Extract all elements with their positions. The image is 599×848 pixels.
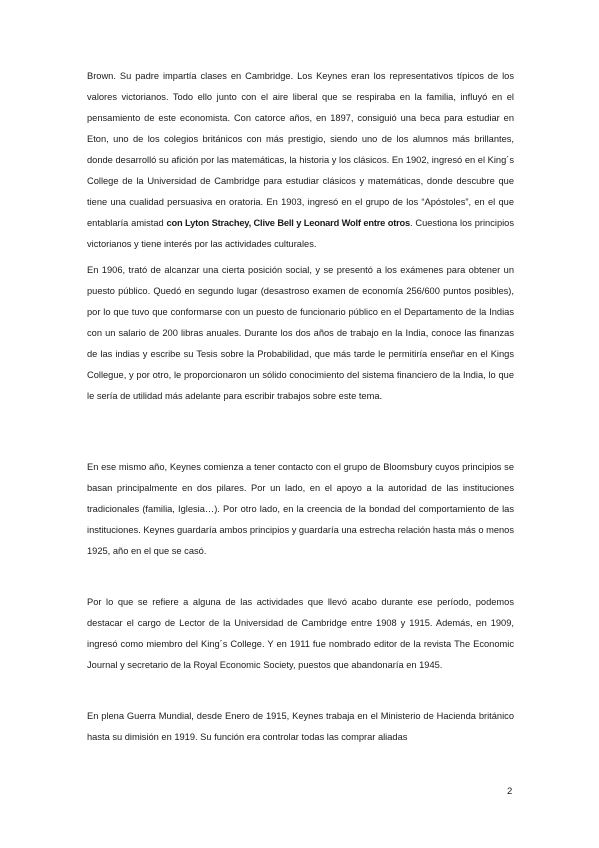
paragraph-cambridge-activities: Por lo que se refiere a alguna de las actividades que llevó acabo durante ese período, podemos destacar el cargo de Lector de la Universidad de Cambridge entre 1908 y 1915. Además, en 1909, ingresó como miembro del King´s College. Y en 1911 fue nombrado editor de la revista The Economic Journal y secretario de la Royal Economic Society, puestos que abandonaría en 1945.	[87, 597, 514, 670]
paragraph-family-education	[87, 66, 514, 255]
paragraph-text: Brown. Su padre impartía clases en Cambridge. Los Keynes eran los representativos típicos de los valores victorianos. Todo ello junto con el aire liberal que se respiraba en la familia, influyó en el pensamiento de este economista. Con catorce años, en 1897, consiguió una beca para estudiar en Eton, uno de los colegios británicos con más prestigio, siendo uno de los alumnos más brillantes, donde desarrolló su afición por las matemáticas, la historia y los clásicos. En 1902, ingresó en el King´s College de la Universidad de Cambridge para estudiar clásicos y matemáticas, donde descubre que tiene una cualidad persuasiva en oratoria. En 1903, ingresó en el grupo de los “Apóstoles”, en el que entablaría amistad	[87, 71, 514, 228]
paragraph-bloomsbury-group: En ese mismo año, Keynes comienza a tener contacto con el grupo de Bloomsbury cuyos principios se basan principalmente en dos pilares. Por un lado, en el apoyo a la autoridad de las instituciones tradicionales (familia, Iglesia…). Por otro lado, en la creencia de la bondad del comportamiento de las instituciones. Keynes guardaría ambos principios y guardaría una estrecha relación hasta más o menos 1925, año en el que se casó.	[87, 462, 514, 556]
page-number: 2	[507, 786, 513, 797]
paragraph-india-office: En 1906, trató de alcanzar una cierta posición social, y se presentó a los exámenes para obtener un puesto público. Quedó en segundo lugar (desastroso examen de economía 256/600 puntos posibles), por lo que tuvo que conformarse con un puesto de funcionario público en el Departamento de la Indias con un salario de 200 libras anuales. Durante los dos años de trabajo en la India, conoce las finanzas de las indias y escribe su Tesis sobre la Probabilidad, que más tarde le permitiría enseñar en el Kings Collegue, y por otro, le proporcionaron un sólido conocimiento del sistema financiero de la India, lo que le sería de utilidad más adelante para escribir trabajos sobre este tema.	[87, 265, 514, 401]
apostles-friends-bold-text: con Lyton Strachey, Clive Bell y Leonard Wolf entre otros	[166, 218, 410, 228]
paragraph-world-war: En plena Guerra Mundial, desde Enero de 1915, Keynes trabaja en el Ministerio de Hacienda británico hasta su dimisión en 1919. Su función era controlar todas las comprar aliadas	[87, 711, 514, 742]
paragraph-text-end: . Cuestiona los principios victorianos y tiene interés por las actividades culturales.	[87, 218, 514, 249]
